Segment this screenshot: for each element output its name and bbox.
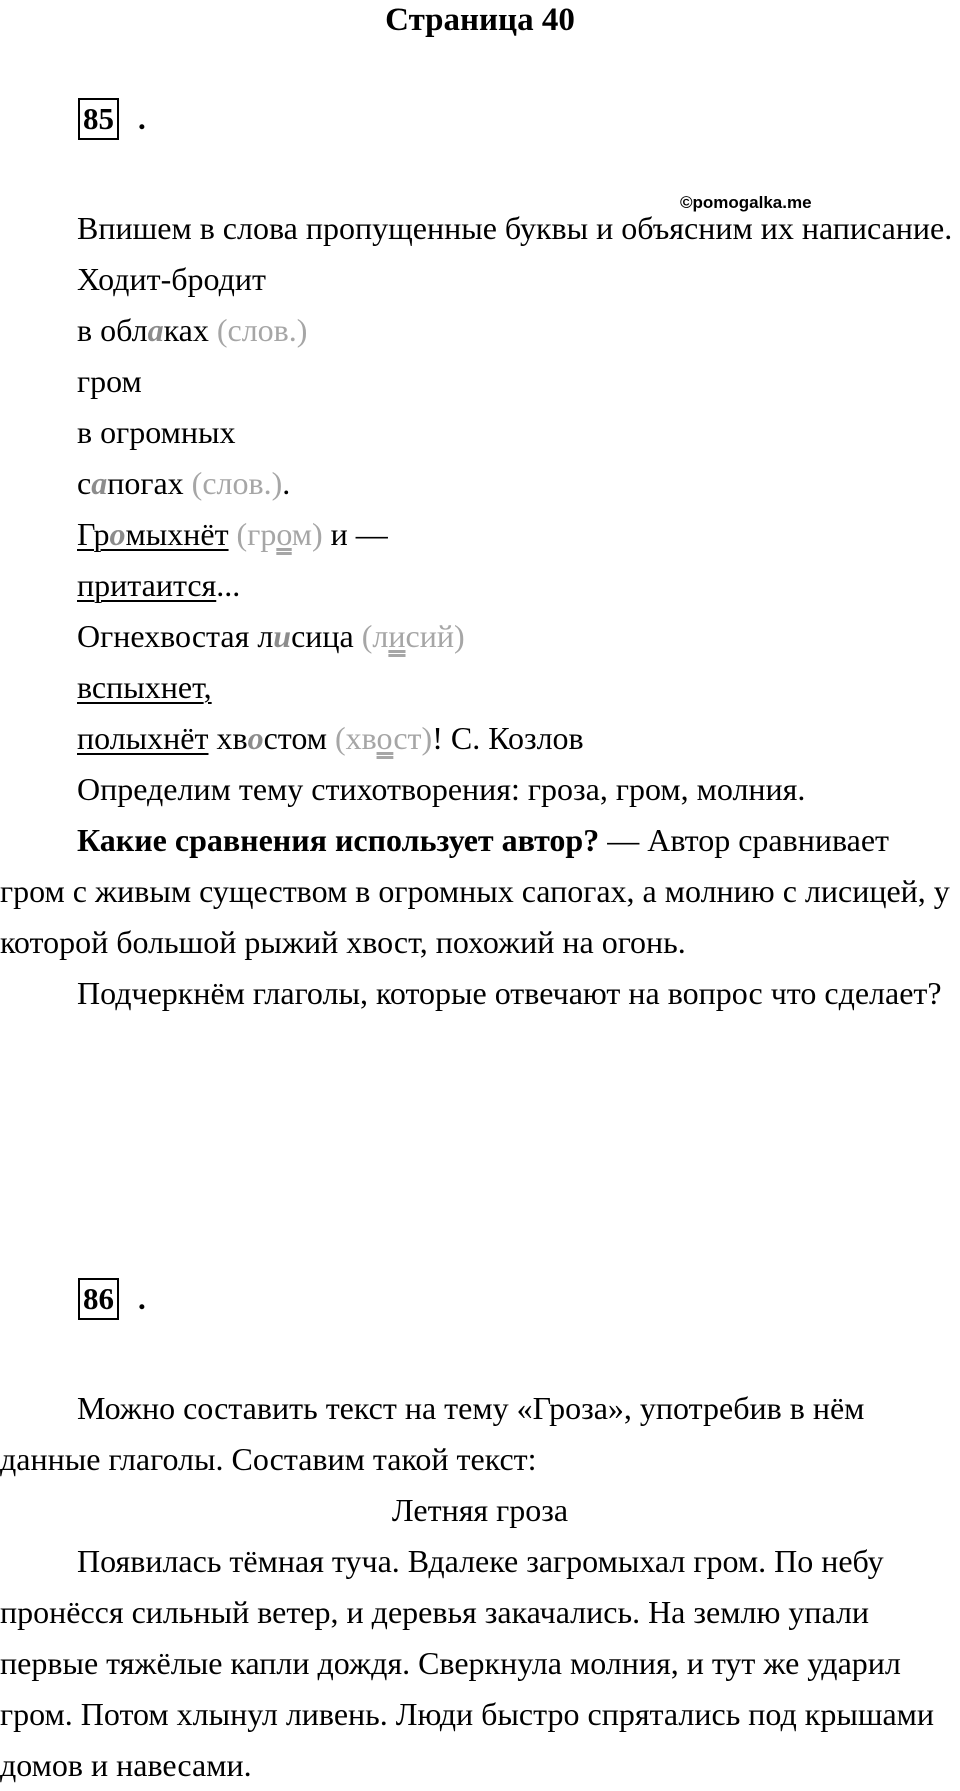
inserted-letter: и	[273, 618, 292, 654]
stressed-letter: о	[376, 720, 394, 756]
poem-line-1	[0, 254, 960, 305]
poem-line-4	[0, 407, 960, 458]
underlined-verb	[77, 516, 229, 552]
hint-text: (хв	[335, 720, 377, 756]
stressed-letter: о	[276, 516, 292, 552]
exercise-number-dot: .	[138, 1281, 146, 1316]
poem-line-8	[0, 611, 960, 662]
exercise-number-85	[78, 98, 119, 140]
poem-line-2	[0, 305, 960, 356]
poem-text: ,	[203, 669, 212, 705]
inserted-letter: о	[247, 720, 264, 756]
poem-text: вспыхнет	[77, 669, 204, 705]
poem-text: с	[77, 465, 92, 501]
exercise-number-text: 85	[83, 101, 114, 136]
comparison-paragraph	[0, 815, 960, 968]
poem-text: Гр	[77, 516, 110, 552]
poem-line-5	[0, 458, 960, 509]
poem-text: .	[282, 465, 291, 501]
inserted-letter: а	[147, 312, 164, 348]
poem-text: и —	[322, 516, 388, 552]
hint-text: (слов.)	[216, 312, 308, 348]
exercise-number-dot: .	[138, 101, 146, 136]
poem-text: в огромных	[77, 414, 236, 450]
poem-text: погах	[107, 465, 192, 501]
stressed-letter: и	[388, 618, 406, 654]
poem-line-6	[0, 509, 960, 560]
poem-line-7	[0, 560, 960, 611]
hint-text: (гр	[228, 516, 277, 552]
exercise-number-text: 86	[83, 1281, 114, 1316]
underlined-verb: притаится	[77, 567, 217, 603]
watermark: ©pomogalka.me	[680, 193, 812, 212]
hint-text: сий)	[405, 618, 465, 654]
poem-text: ! С. Козлов	[432, 720, 584, 756]
inserted-letter: о	[109, 516, 126, 552]
hint-text: ст)	[393, 720, 433, 756]
poem-text: ...	[216, 567, 241, 603]
poem-text: Огнехвостая л	[77, 618, 274, 654]
exercise-number-86	[78, 1278, 119, 1320]
poem-text: стом	[263, 720, 335, 756]
hint-text: (слов.)	[191, 465, 283, 501]
underlined-verb	[77, 669, 212, 705]
comparison-answer: — Автор сравнивает гром с живым существом в огромных сапогах, а молнию с лисицей, у которой большой рыжий хвост, похожий на огонь.	[0, 822, 950, 960]
story-text: Появилась тёмная туча. Вдалеке загромыхал гром. По небу пронёсся сильный ветер, и деревья закачались. На землю упали первые тяжёлые капли дождя. Сверкнула молния, и тут же ударил гром. Потом хлынул ливень. Люди быстро спрятались под крышами домов и навесами.	[0, 1543, 935, 1783]
inserted-letter: а	[91, 465, 108, 501]
poem-text: Ходит-бродит	[77, 261, 266, 297]
poem-text: хв	[208, 720, 248, 756]
underline-task: Подчеркнём глаголы, которые отвечают на вопрос что сделает?	[77, 975, 942, 1011]
exercise-85-body	[0, 203, 960, 1019]
exercise-85-intro: Впишем в слова пропущенные буквы и объясним их написание.	[77, 210, 953, 246]
poem-theme: Определим тему стихотворения: гроза, гром, молния.	[77, 771, 806, 807]
exercise-86-body	[0, 1383, 960, 1791]
exercise-86-intro: Можно составить текст на тему «Гроза», употребив в нём данные глаголы. Составим такой текст:	[0, 1390, 865, 1477]
underlined-verb: полыхнёт	[77, 720, 209, 756]
poem-line-9	[0, 662, 960, 713]
poem-text: мыхнёт	[125, 516, 229, 552]
comparison-question: Какие сравнения использует автор?	[77, 822, 600, 858]
hint-text: (л	[361, 618, 389, 654]
story-title: Летняя гроза	[391, 1492, 569, 1528]
poem-text: сица	[291, 618, 362, 654]
poem-line-10	[0, 713, 960, 764]
hint-text: м)	[291, 516, 323, 552]
page-title: Страница 40	[385, 2, 575, 38]
poem-text: гром	[77, 363, 142, 399]
poem-text: в обл	[77, 312, 148, 348]
poem-text: ках	[163, 312, 217, 348]
poem-line-3	[0, 356, 960, 407]
